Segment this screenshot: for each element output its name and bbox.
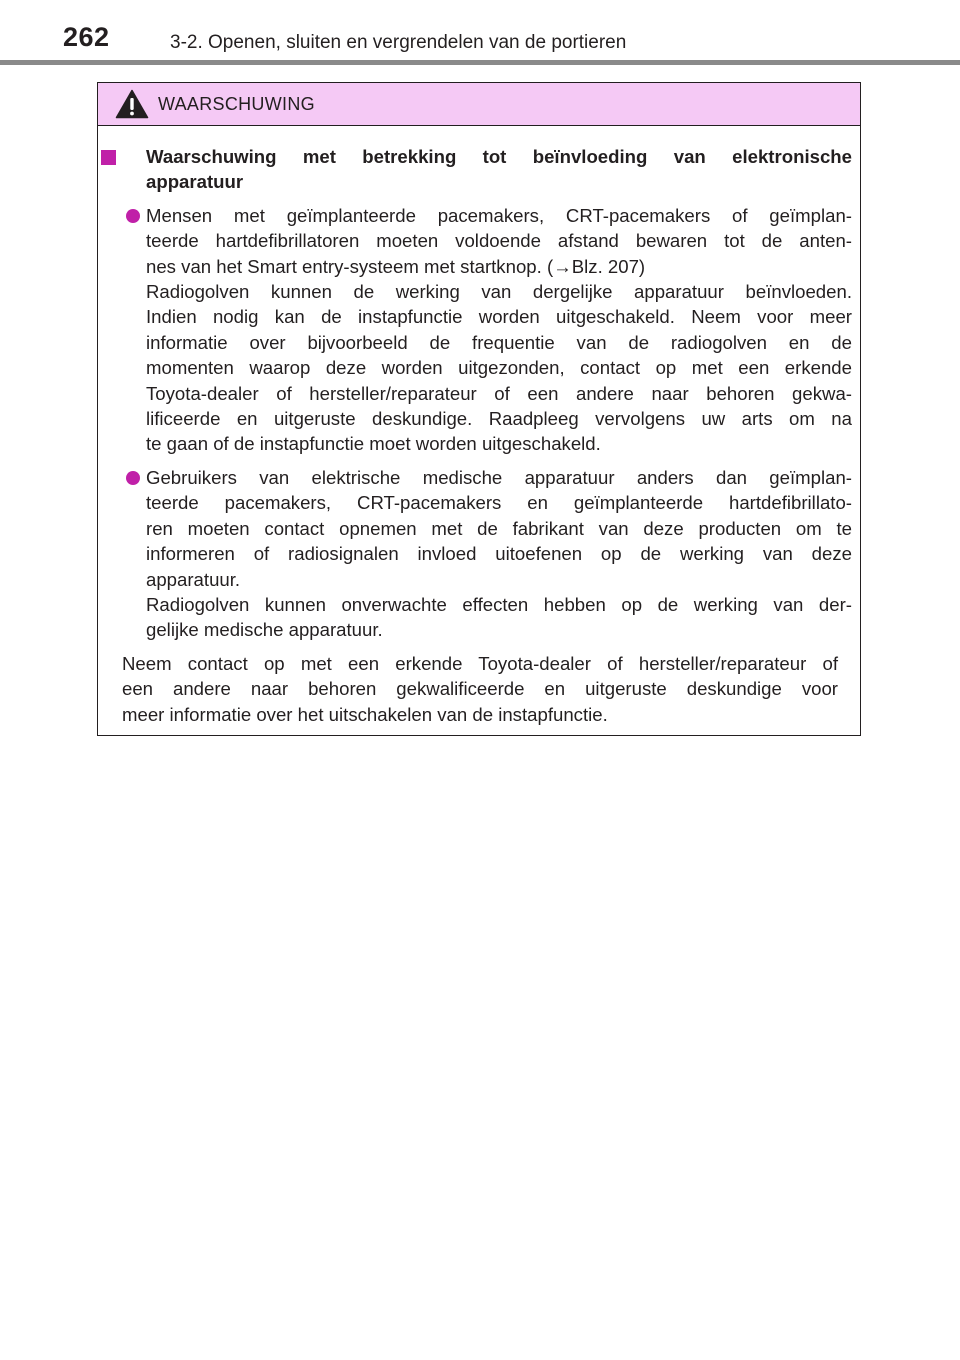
bullet-line: apparatuur.	[146, 568, 241, 590]
warning-header	[98, 83, 860, 126]
heading-line: Waarschuwing met betrekking tot beïnvloeding van elektronische	[146, 146, 852, 167]
bullet-line: Radiogolven kunnen de werking van dergelijke apparatuur beïnvloeden.	[146, 281, 852, 303]
bullet-line: te gaan of de instapfunctie moet worden uitgeschakeld.	[146, 433, 601, 455]
bullet-line: teerde pacemakers, CRT-pacemakers en geïmplanteerde hartdefibrillato-	[146, 492, 852, 514]
circle-bullet-icon	[126, 471, 140, 485]
bullet-line: nes van het Smart entry-systeem met startknop. (→Blz. 207)	[146, 255, 646, 277]
bullet-line: momenten waarop deze worden uitgezonden, contact op met een erkende	[146, 357, 852, 379]
bullet-line: informeren of radiosignalen invloed uitoefenen op de werking van deze	[146, 543, 852, 565]
warning-heading-text	[146, 144, 852, 195]
heading-line: apparatuur	[146, 171, 244, 193]
bullet-line: Toyota-dealer of hersteller/reparateur of een andere naar behoren gekwa-	[146, 382, 852, 404]
closing-line: meer informatie over het uitschakelen van de instapfunctie.	[122, 703, 608, 725]
warning-heading	[98, 144, 852, 195]
bullet-line: lificeerde en uitgeruste deskundige. Raadpleeg vervolgens uw arts om na	[146, 408, 852, 430]
bullet-item-2	[122, 465, 852, 643]
warning-triangle-icon	[115, 89, 149, 119]
page-header	[0, 0, 960, 60]
bullet-line: teerde hartdefibrillatoren moeten voldoende afstand bewaren tot de anten-	[146, 230, 852, 252]
bullet-line: Gebruikers van elektrische medische apparatuur anders dan geïmplan-	[146, 466, 852, 488]
warning-box	[97, 82, 861, 736]
warning-body	[98, 126, 860, 727]
warning-label: WAARSCHUWING	[158, 94, 315, 114]
closing-line: Neem contact op met een erkende Toyota-dealer of hersteller/reparateur of	[122, 652, 838, 674]
section-title: 3-2. Openen, sluiten en vergrendelen van de portieren	[170, 32, 627, 53]
bullet-line: ren moeten contact opnemen met de fabrikant van deze producten om te	[146, 517, 852, 539]
bullet-line: gelijke medische apparatuur.	[146, 619, 383, 641]
circle-bullet-icon	[126, 209, 140, 223]
square-bullet-icon	[101, 150, 116, 165]
closing-paragraph	[122, 651, 852, 727]
bullet-item-1	[122, 203, 852, 457]
closing-line: een andere naar behoren gekwalificeerde en uitgeruste deskundige voor	[122, 678, 838, 700]
bullet-line: Radiogolven kunnen onverwachte effecten hebben op de werking van der-	[146, 593, 852, 615]
bullet-line: informatie over bijvoorbeeld de frequentie van de radiogolven en de	[146, 331, 852, 353]
header-rule	[0, 60, 960, 65]
page-number: 262	[63, 22, 110, 52]
bullet-line: Mensen met geïmplanteerde pacemakers, CRT-pacemakers of geïmplan-	[146, 204, 852, 226]
bullet-line: Indien nodig kan de instapfunctie worden uitgeschakeld. Neem voor meer	[146, 306, 852, 328]
